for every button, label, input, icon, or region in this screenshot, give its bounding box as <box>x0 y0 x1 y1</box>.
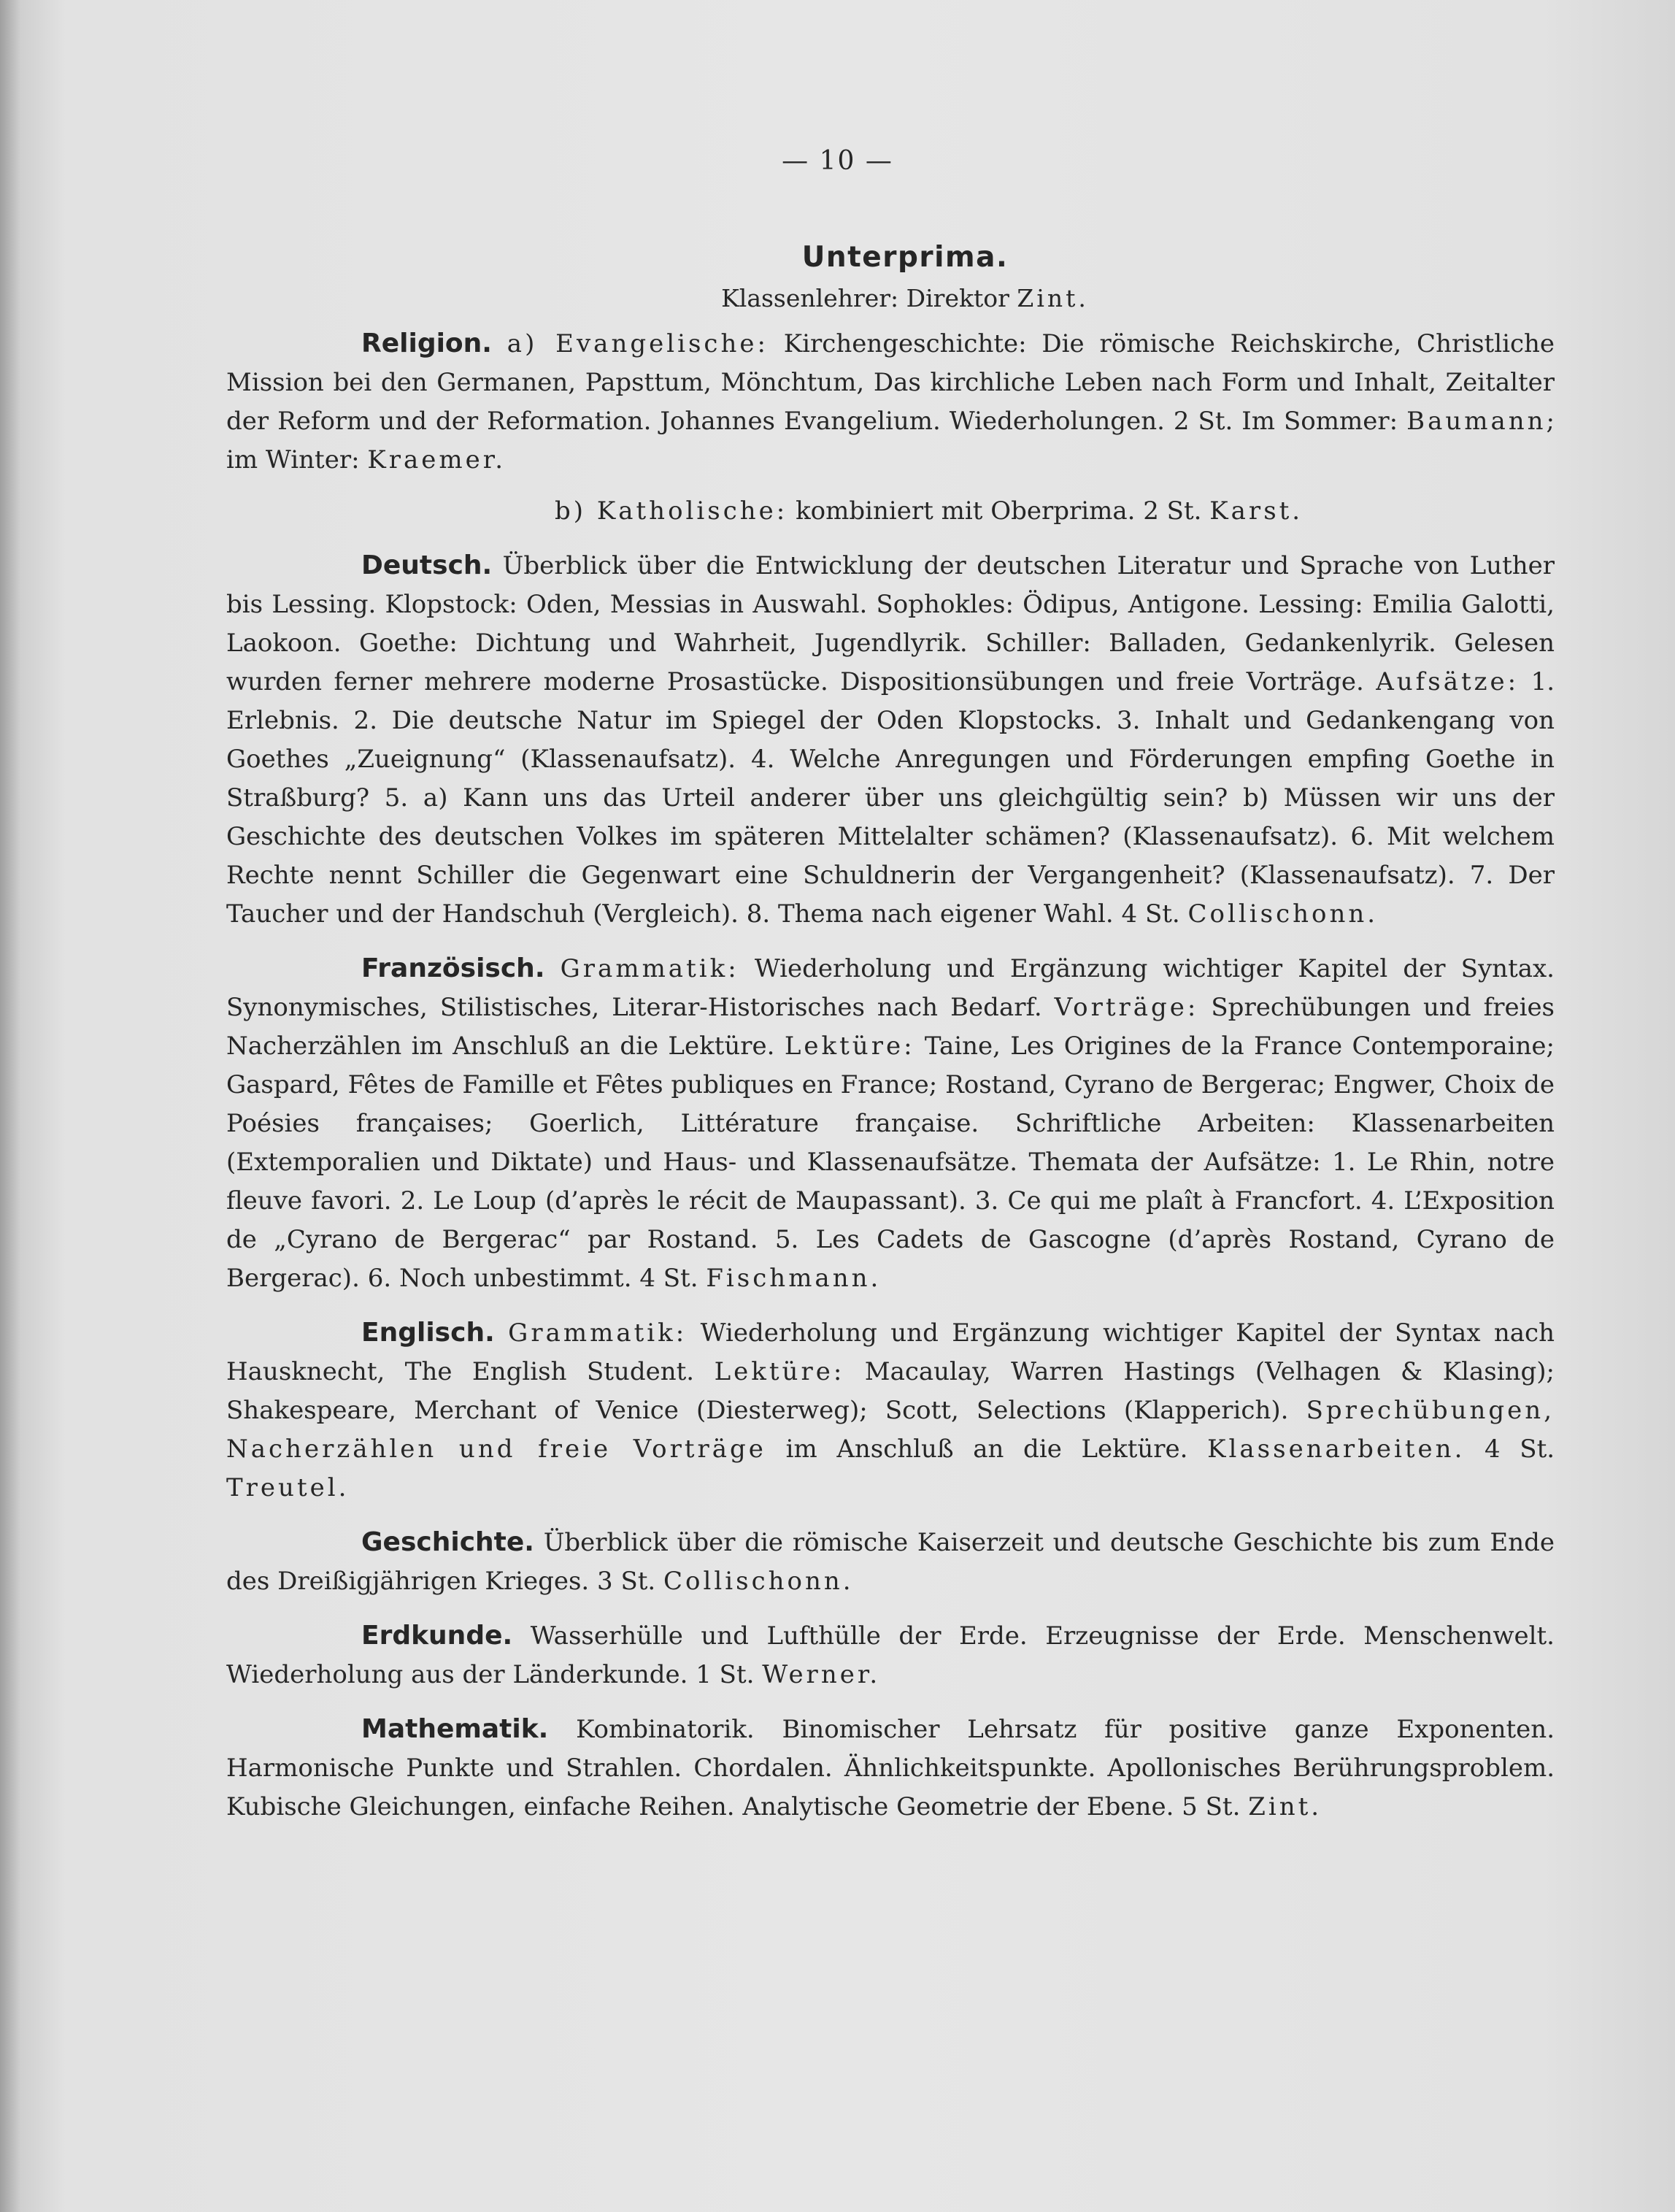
subject-franzoesisch <box>226 949 1555 1298</box>
erdkunde-teacher: Werner. <box>762 1660 881 1689</box>
subject-heading-erdkunde: Erdkunde. <box>361 1621 513 1651</box>
religion-part-b-teacher: Karst. <box>1209 496 1304 526</box>
subject-heading-franzoesisch: Französisch. <box>361 953 545 983</box>
franzoesisch-teacher: Fischmann. <box>706 1264 882 1293</box>
page-content <box>226 241 1555 1842</box>
deutsch-text-2: 1. Erlebnis. 2. Die deutsche Natur im Spiegel der Oden Klopstocks. 3. Inhalt und Gedankengang von Goethes „Zueignung“ (Klassenaufsatz). 4. Welche Anregungen und Förderungen empfing Goethe in Straßburg? 5. a) Kann uns das Urteil anderer über uns gleichgültig sein? b) Müssen wir uns der Geschichte des deutschen Volkes im späteren Mittelalter schämen? (Klassenaufsatz). 6. Mit welchem Rechte nennt Schiller die Gegenwart eine Schuldnerin der Vergangenheit? (Klassenaufsatz). 7. Der Taucher und der Handschuh (Vergleich). 8. Thema nach eigener Wahl. 4 St. <box>226 667 1555 929</box>
englisch-text-2: Macaulay, Warren Hastings (Velhagen & Klasing); Shakespeare, Merchant of Venice (Diesterweg); Scott, Selections (Klapperich). <box>226 1357 1555 1425</box>
englisch-class-work-label: Klassenarbeiten. <box>1207 1435 1466 1464</box>
subject-heading-mathematik: Mathematik. <box>361 1714 549 1744</box>
class-title: Unterprima. <box>801 241 1009 274</box>
subject-englisch <box>226 1313 1555 1508</box>
religion-part-b-label: b) Katholische: <box>555 496 788 526</box>
religion-part-a-label: a) Evangelische: <box>507 329 769 358</box>
subject-geschichte <box>226 1523 1555 1601</box>
subject-mathematik <box>226 1710 1555 1827</box>
franzoesisch-grammar-label: Grammatik: <box>560 954 739 983</box>
englisch-reading-label: Lektüre: <box>714 1357 845 1386</box>
page-number: — 10 — <box>782 146 893 176</box>
mathematik-teacher: Zint. <box>1248 1792 1322 1821</box>
deutsch-essays-label: Aufsätze: <box>1376 667 1520 696</box>
subject-deutsch <box>226 546 1555 934</box>
subject-heading-geschichte: Geschichte. <box>361 1527 534 1557</box>
subject-heading-deutsch: Deutsch. <box>361 550 493 580</box>
religion-part-a-text: Kirchengeschichte: Die römische Reichskirche, Christliche Mission bei den Germanen, Papsttum, Mönchtum, Das kirchliche Leben nach Form und Inhalt, Zeitalter der Reform und der Reformation. Johannes Evangelium. Wiederholungen. 2 St. Im Sommer: <box>226 329 1555 436</box>
englisch-hours: 4 St. <box>1485 1435 1555 1464</box>
englisch-speaking-label: Sprechübungen, Nacherzählen und freie Vorträge <box>226 1396 1555 1464</box>
englisch-text-3: im Anschluß an die Lektüre. <box>785 1435 1188 1464</box>
englisch-grammar-label: Grammatik: <box>508 1318 688 1348</box>
geschichte-teacher: Collischonn. <box>663 1567 854 1596</box>
class-teacher-line <box>226 284 1555 312</box>
religion-summer-teacher: Baumann <box>1406 407 1547 436</box>
subject-heading-religion: Religion. <box>361 329 492 358</box>
religion-part-b-text: kombiniert mit Oberprima. 2 St. <box>796 496 1202 526</box>
deutsch-teacher: Collischonn. <box>1187 899 1379 929</box>
religion-winter-label: ; im Winter: <box>226 407 1555 475</box>
franzoesisch-text-2: Sprechübungen und freies Nacherzählen im Anschluß an die Lektüre. <box>226 993 1555 1061</box>
erdkunde-text: Wasserhülle und Lufthülle der Erde. Erzeugnisse der Erde. Menschenwelt. Wiederholung aus der Länderkunde. 1 St. <box>226 1621 1555 1689</box>
subject-heading-englisch: Englisch. <box>361 1318 495 1348</box>
englisch-teacher: Treutel. <box>226 1473 350 1502</box>
religion-part-b <box>226 492 1555 531</box>
deutsch-text-1: Überblick über die Entwicklung der deutschen Literatur und Sprache von Luther bis Lessing. Klopstock: Oden, Messias in Auswahl. Sophokles: Ödipus, Antigone. Lessing: Emilia Galotti, Laokoon. Goethe: Dichtung und Wahrheit, Jugendlyrik. Schiller: Balladen, Gedankenlyrik. Gelesen wurden ferner mehrere moderne Prosastücke. Dispositionsübungen und freie Vorträge. <box>226 551 1555 696</box>
franzoesisch-text-3: Taine, Les Origines de la France Contemporaine; Gaspard, Fêtes de Famille et Fêtes publiques en France; Rostand, Cyrano de Bergerac; Engwer, Choix de Poésies françaises; Goerlich, Littérature française. Schriftliche Arbeiten: Klassenarbeiten (Extemporalien und Diktate) und Haus- und Klassenaufsätze. Themata der Aufsätze: 1. Le Rhin, notre fleuve favori. 2. Le Loup (d’après le récit de Maupassant). 3. Ce qui me plaît à Francfort. 4. L’Exposition de „Cyrano de Bergerac“ par Rostand. 5. Les Cadets de Gascogne (d’après Rostand, Cyrano de Bergerac). 6. Noch unbestimmt. 4 St. <box>226 1032 1555 1293</box>
religion-winter-teacher: Kraemer. <box>367 445 507 475</box>
franzoesisch-reading-label: Lektüre: <box>784 1032 915 1061</box>
class-teacher-label: Klassenlehrer: Direktor <box>721 284 1009 312</box>
class-teacher-name: Zint. <box>1017 284 1089 312</box>
subject-erdkunde <box>226 1616 1555 1694</box>
englisch-text-1: Wiederholung und Ergänzung wichtiger Kapitel der Syntax nach Hausknecht, The English Student. <box>226 1318 1555 1386</box>
mathematik-text: Kombinatorik. Binomischer Lehrsatz für positive ganze Exponenten. Harmonische Punkte und Strahlen. Chordalen. Ähnlichkeitspunkte. Apollonisches Berührungsproblem. Kubische Gleichungen, einfache Reihen. Analytische Geometrie der Ebene. 5 St. <box>226 1715 1555 1821</box>
subject-religion <box>226 324 1555 480</box>
franzoesisch-talks-label: Vorträge: <box>1054 993 1199 1022</box>
geschichte-text: Überblick über die römische Kaiserzeit und deutsche Geschichte bis zum Ende des Dreißigjährigen Krieges. 3 St. <box>226 1528 1555 1596</box>
franzoesisch-text-1: Wiederholung und Ergänzung wichtiger Kapitel der Syntax. Synonymisches, Stilistisches, Literar-Historisches nach Bedarf. <box>226 954 1555 1022</box>
